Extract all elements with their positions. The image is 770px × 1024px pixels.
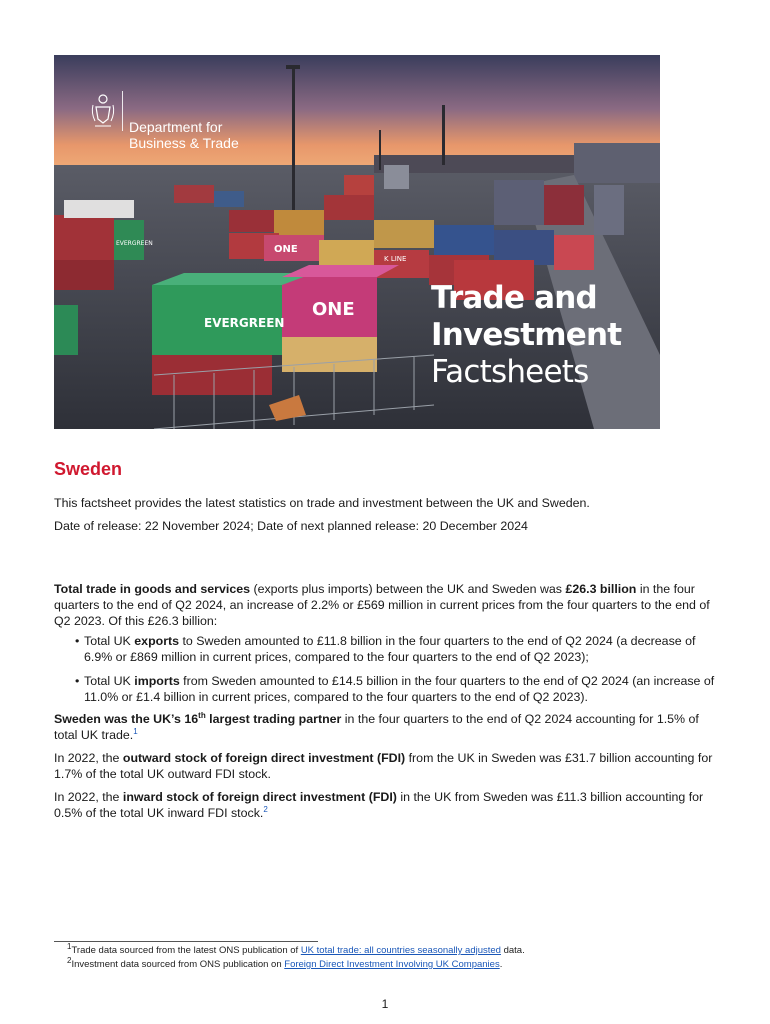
imports-text: from Sweden amounted to £14.5 billion in the four quarters to the end of Q2 2024 (an increase of 11.0% or £1.4 billion in current prices, compared to the four quarters to the end of Q2 2023).	[84, 674, 715, 704]
container-label-one: ONE	[312, 299, 355, 320]
fdi-publication-link[interactable]: Foreign Direct Investment Involving UK Companies	[284, 959, 500, 970]
page-number: 1	[381, 997, 389, 1011]
inward-pre: In 2022, the	[54, 790, 123, 804]
total-trade-text-1: (exports plus imports) between the UK and Sweden was	[250, 582, 566, 596]
bullet-dot: •	[75, 674, 80, 688]
partner-text: in the four quarters to the end of Q2 2024 accounting for 1.5% of total UK trade.	[54, 712, 699, 742]
partner-rank: Sweden was the UK’s 16	[54, 712, 199, 726]
total-trade-paragraph	[54, 581, 719, 629]
dbt-logo	[90, 91, 239, 151]
royal-crest-icon	[90, 91, 123, 131]
title-line-2: Investment	[431, 317, 622, 353]
container-label-evergreen: EVERGREEN	[204, 316, 285, 330]
list-item-imports	[54, 673, 719, 705]
total-trade-label: Total trade in goods and services	[54, 582, 251, 596]
outward-text: from the UK in Sweden was £31.7 billion accounting for 1.7% of the total UK outward FDI stock.	[54, 751, 713, 781]
ordinal-suffix: th	[198, 710, 206, 720]
container-label-one-small: ONE	[274, 244, 298, 255]
outward-fdi-paragraph	[54, 750, 719, 782]
footnote-text: Investment data sourced from ONS publication on	[71, 959, 285, 970]
inward-fdi-paragraph	[54, 789, 719, 821]
footnote-number: 1	[67, 941, 72, 951]
footnote-ref-1[interactable]: 1	[133, 726, 138, 736]
department-line-2: Business & Trade	[129, 135, 239, 151]
partner-label: largest trading partner	[205, 712, 342, 726]
department-name	[129, 119, 239, 151]
exports-label: exports	[134, 634, 180, 648]
footnote-1	[67, 941, 525, 957]
uk-total-trade-link[interactable]: UK total trade: all countries seasonally adjusted	[300, 945, 501, 956]
footnote-divider	[54, 941, 318, 942]
outward-fdi-label: outward stock of foreign direct investment (FDI)	[122, 751, 406, 765]
intro-text: This factsheet provides the latest statistics on trade and investment between the UK and Sweden.	[54, 496, 590, 510]
title-line-1: Trade and	[431, 280, 597, 316]
inward-text: in the UK from Sweden was £11.3 billion accounting for 0.5% of the total UK inward FDI stock.	[54, 790, 704, 820]
total-trade-text-2: in the four quarters to the end of Q2 2024, an increase of 2.2% or £569 million in current prices from the four quarters to the end of Q2 2023. Of this £26.3 billion:	[54, 582, 710, 628]
footnote-ref-2[interactable]: 2	[263, 804, 268, 814]
title-line-3: Factsheets	[431, 354, 589, 390]
inward-fdi-label: inward stock of foreign direct investment (FDI)	[122, 790, 397, 804]
trading-partner-paragraph	[54, 711, 719, 743]
factsheet-title	[431, 280, 621, 391]
imports-pre: Total UK	[84, 674, 135, 688]
release-dates: Date of release: 22 November 2024; Date of next planned release: 20 December 2024	[54, 519, 528, 533]
imports-label: imports	[134, 674, 180, 688]
hero-image	[54, 55, 660, 429]
container-label-evergreen-small: EVERGREEN	[116, 240, 153, 247]
country-heading: Sweden	[54, 459, 123, 479]
bullet-dot: •	[75, 634, 80, 648]
department-line-1: Department for	[129, 119, 223, 135]
trade-breakdown-list	[54, 633, 719, 713]
list-item-exports	[54, 633, 719, 665]
exports-text: to Sweden amounted to £11.8 billion in the four quarters to the end of Q2 2024 (a decrease of 6.9% or £869 million in current prices, compared to the four quarters to the end of Q2 2023);	[84, 634, 696, 664]
footnote-text-end: data.	[500, 945, 525, 956]
footnote-text: Trade data sourced from the latest ONS publication of	[71, 945, 301, 956]
total-trade-amount: £26.3 billion	[565, 582, 637, 596]
footnote-2	[67, 955, 503, 971]
container-label-kline: K LINE	[384, 255, 407, 263]
footnote-text-end: .	[499, 959, 503, 970]
outward-pre: In 2022, the	[54, 751, 123, 765]
footnote-number: 2	[67, 955, 72, 965]
exports-pre: Total UK	[84, 634, 135, 648]
